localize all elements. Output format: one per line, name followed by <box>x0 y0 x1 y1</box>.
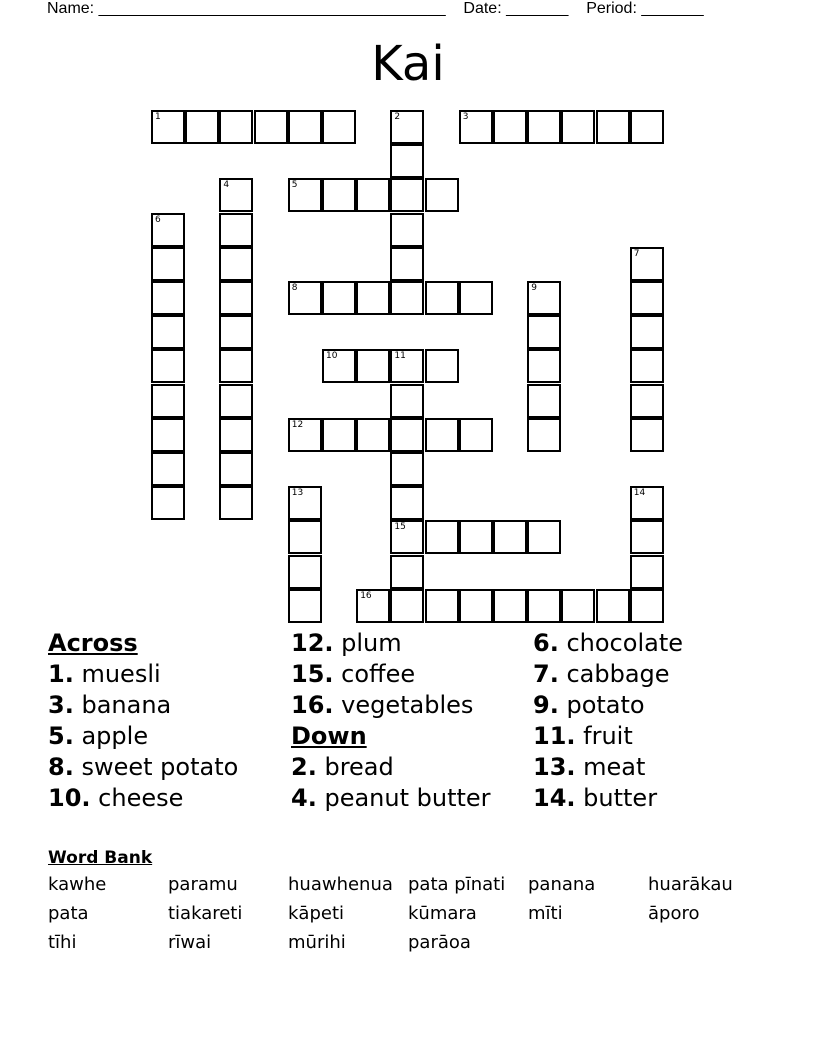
crossword-cell[interactable] <box>630 418 664 452</box>
word-bank-item: pata pīnati <box>408 874 506 895</box>
crossword-cell[interactable] <box>356 178 390 212</box>
crossword-cell[interactable] <box>288 281 322 315</box>
crossword-cell[interactable] <box>219 178 253 212</box>
crossword-cell[interactable] <box>356 589 390 623</box>
crossword-cell[interactable] <box>630 110 664 144</box>
word-bank-item: rīwai <box>168 932 212 953</box>
crossword-cell[interactable] <box>219 213 253 247</box>
word-bank-title: Word Bank <box>48 848 153 868</box>
crossword-cell[interactable] <box>151 315 185 349</box>
crossword-cell[interactable] <box>151 486 185 520</box>
crossword-cell[interactable] <box>288 178 322 212</box>
crossword-cell[interactable] <box>288 520 322 554</box>
clue-across-1: 1. muesli <box>48 660 161 688</box>
clue-across-12: 12. plum <box>291 629 402 657</box>
clue-down-9: 9. potato <box>533 691 645 719</box>
cell-number: 14 <box>633 488 646 499</box>
crossword-cell[interactable] <box>493 520 527 554</box>
word-bank-item: huarākau <box>648 874 733 895</box>
crossword-cell[interactable] <box>459 281 493 315</box>
crossword-cell[interactable] <box>390 520 424 554</box>
crossword-cell[interactable] <box>288 110 322 144</box>
crossword-cell[interactable] <box>630 555 664 589</box>
crossword-cell[interactable] <box>322 349 356 383</box>
crossword-cell[interactable] <box>630 486 664 520</box>
cell-number: 10 <box>326 351 338 362</box>
cell-number: 9 <box>531 283 537 293</box>
crossword-cell[interactable] <box>527 281 561 315</box>
crossword-cell[interactable] <box>527 520 561 554</box>
crossword-cell[interactable] <box>151 213 185 247</box>
crossword-cell[interactable] <box>288 486 322 520</box>
crossword-cell[interactable] <box>254 110 288 144</box>
clue-down-4: 4. peanut butter <box>291 784 491 812</box>
crossword-cell[interactable] <box>630 247 664 281</box>
crossword-cell[interactable] <box>527 589 561 623</box>
crossword-cell[interactable] <box>151 247 185 281</box>
clue-across-10: 10. cheese <box>48 784 184 812</box>
clue-across-15: 15. coffee <box>291 660 416 688</box>
word-bank-item: mūrihi <box>288 932 346 953</box>
crossword-cell[interactable] <box>151 418 185 452</box>
word-bank-item: panana <box>528 874 596 895</box>
crossword-cell[interactable] <box>219 452 253 486</box>
crossword-cell[interactable] <box>630 349 664 383</box>
crossword-cell[interactable] <box>630 315 664 349</box>
crossword-cell[interactable] <box>219 486 253 520</box>
period-blank[interactable]: _______ <box>641 0 704 17</box>
crossword-cell[interactable] <box>630 281 664 315</box>
word-bank-item: pata <box>48 903 89 924</box>
crossword-cell[interactable] <box>219 281 253 315</box>
word-bank-item: kāpeti <box>288 903 345 924</box>
crossword-cell[interactable] <box>425 349 459 383</box>
crossword-cell[interactable] <box>151 110 185 144</box>
crossword-cell[interactable] <box>527 384 561 418</box>
crossword-cell[interactable] <box>459 520 493 554</box>
crossword-cell[interactable] <box>356 281 390 315</box>
crossword-cell[interactable] <box>596 110 630 144</box>
date-label: Date: <box>463 0 502 17</box>
word-bank-item: kūmara <box>408 903 477 924</box>
crossword-cell[interactable] <box>425 281 459 315</box>
crossword-cell[interactable] <box>459 110 493 144</box>
crossword-cell[interactable] <box>390 247 424 281</box>
clue-down-11: 11. fruit <box>533 722 633 750</box>
crossword-cell[interactable] <box>390 349 424 383</box>
cell-number: 12 <box>291 419 304 430</box>
crossword-cell[interactable] <box>527 349 561 383</box>
name-blank[interactable]: _______________________________________ <box>98 0 446 17</box>
word-bank-item: āporo <box>648 903 700 924</box>
crossword-cell[interactable] <box>459 589 493 623</box>
crossword-cell[interactable] <box>425 418 459 452</box>
crossword-cell[interactable] <box>219 247 253 281</box>
crossword-cell[interactable] <box>322 418 356 452</box>
crossword-cell[interactable] <box>561 110 595 144</box>
crossword-cell[interactable] <box>219 349 253 383</box>
word-bank-item: tīhi <box>48 932 77 953</box>
cell-number: 1 <box>155 112 161 122</box>
date-blank[interactable]: _______ <box>506 0 569 17</box>
clue-column-2 <box>291 628 491 814</box>
across-heading: Across <box>48 629 138 657</box>
word-bank-item: mīti <box>528 903 563 924</box>
crossword-cell[interactable] <box>493 589 527 623</box>
cell-number: 7 <box>633 248 640 259</box>
crossword-cell[interactable] <box>527 418 561 452</box>
clue-down-13: 13. meat <box>533 753 646 781</box>
crossword-cell[interactable] <box>390 589 424 623</box>
crossword-cell[interactable] <box>390 555 424 589</box>
cell-number: 15 <box>394 522 406 533</box>
crossword-cell[interactable] <box>390 178 424 212</box>
crossword-cell[interactable] <box>219 418 253 452</box>
cell-number: 8 <box>291 283 298 293</box>
cell-number: 13 <box>291 488 304 499</box>
crossword-cell[interactable] <box>390 384 424 418</box>
crossword-cell[interactable] <box>288 555 322 589</box>
crossword-cell[interactable] <box>459 418 493 452</box>
clue-column-3 <box>533 628 683 814</box>
crossword-cell[interactable] <box>356 349 390 383</box>
crossword-cell[interactable] <box>561 589 595 623</box>
clue-down-2: 2. bread <box>291 753 394 781</box>
word-bank-item: tiakareti <box>168 903 243 924</box>
word-bank-item: parāoa <box>408 932 471 953</box>
crossword-cell[interactable] <box>493 110 527 144</box>
crossword-cell[interactable] <box>151 452 185 486</box>
crossword-cell[interactable] <box>527 315 561 349</box>
cell-number: 6 <box>155 214 161 225</box>
crossword-cell[interactable] <box>390 144 424 178</box>
crossword-cell[interactable] <box>288 418 322 452</box>
crossword-cell[interactable] <box>390 281 424 315</box>
cell-number: 11 <box>394 351 406 362</box>
word-bank-item: paramu <box>168 874 238 895</box>
crossword-cell[interactable] <box>151 281 185 315</box>
crossword-cell[interactable] <box>390 418 424 452</box>
crossword-cell[interactable] <box>527 110 561 144</box>
crossword-cell[interactable] <box>151 349 185 383</box>
cell-number: 3 <box>462 112 469 122</box>
word-bank-item: kawhe <box>48 874 107 895</box>
clue-across-3: 3. banana <box>48 691 172 719</box>
crossword-cell[interactable] <box>630 384 664 418</box>
crossword-cell[interactable] <box>390 110 424 144</box>
period-label: Period: <box>586 0 637 17</box>
crossword-cell[interactable] <box>425 178 459 212</box>
crossword-cell[interactable] <box>390 486 424 520</box>
crossword-cell[interactable] <box>219 315 253 349</box>
clue-column-1 <box>48 628 238 814</box>
crossword-cell[interactable] <box>596 589 630 623</box>
crossword-cell[interactable] <box>185 110 219 144</box>
down-heading: Down <box>291 722 367 750</box>
crossword-cell[interactable] <box>219 384 253 418</box>
crossword-cell[interactable] <box>630 589 664 623</box>
clue-down-6: 6. chocolate <box>533 629 683 657</box>
crossword-cell[interactable] <box>151 384 185 418</box>
crossword-cell[interactable] <box>390 452 424 486</box>
crossword-cell[interactable] <box>630 520 664 554</box>
clue-across-5: 5. apple <box>48 722 149 750</box>
word-bank-item: huawhenua <box>288 874 393 895</box>
crossword-cell[interactable] <box>322 281 356 315</box>
clue-across-16: 16. vegetables <box>291 691 474 719</box>
cell-number: 4 <box>223 180 230 191</box>
name-label: Name: <box>47 0 95 17</box>
crossword-cell[interactable] <box>219 110 253 144</box>
clue-down-14: 14. butter <box>533 784 658 812</box>
crossword-cell[interactable] <box>356 418 390 452</box>
crossword-cell[interactable] <box>322 110 356 144</box>
crossword-cell[interactable] <box>322 178 356 212</box>
crossword-cell[interactable] <box>425 520 459 554</box>
crossword-cell[interactable] <box>425 589 459 623</box>
page-title: Kai <box>371 36 445 92</box>
cell-number: 16 <box>360 590 372 601</box>
crossword-cell[interactable] <box>390 213 424 247</box>
cell-number: 2 <box>394 112 401 122</box>
cell-number: 5 <box>291 180 298 191</box>
clue-down-7: 7. cabbage <box>533 660 670 688</box>
clue-across-8: 8. sweet potato <box>48 753 239 781</box>
crossword-cell[interactable] <box>288 589 322 623</box>
